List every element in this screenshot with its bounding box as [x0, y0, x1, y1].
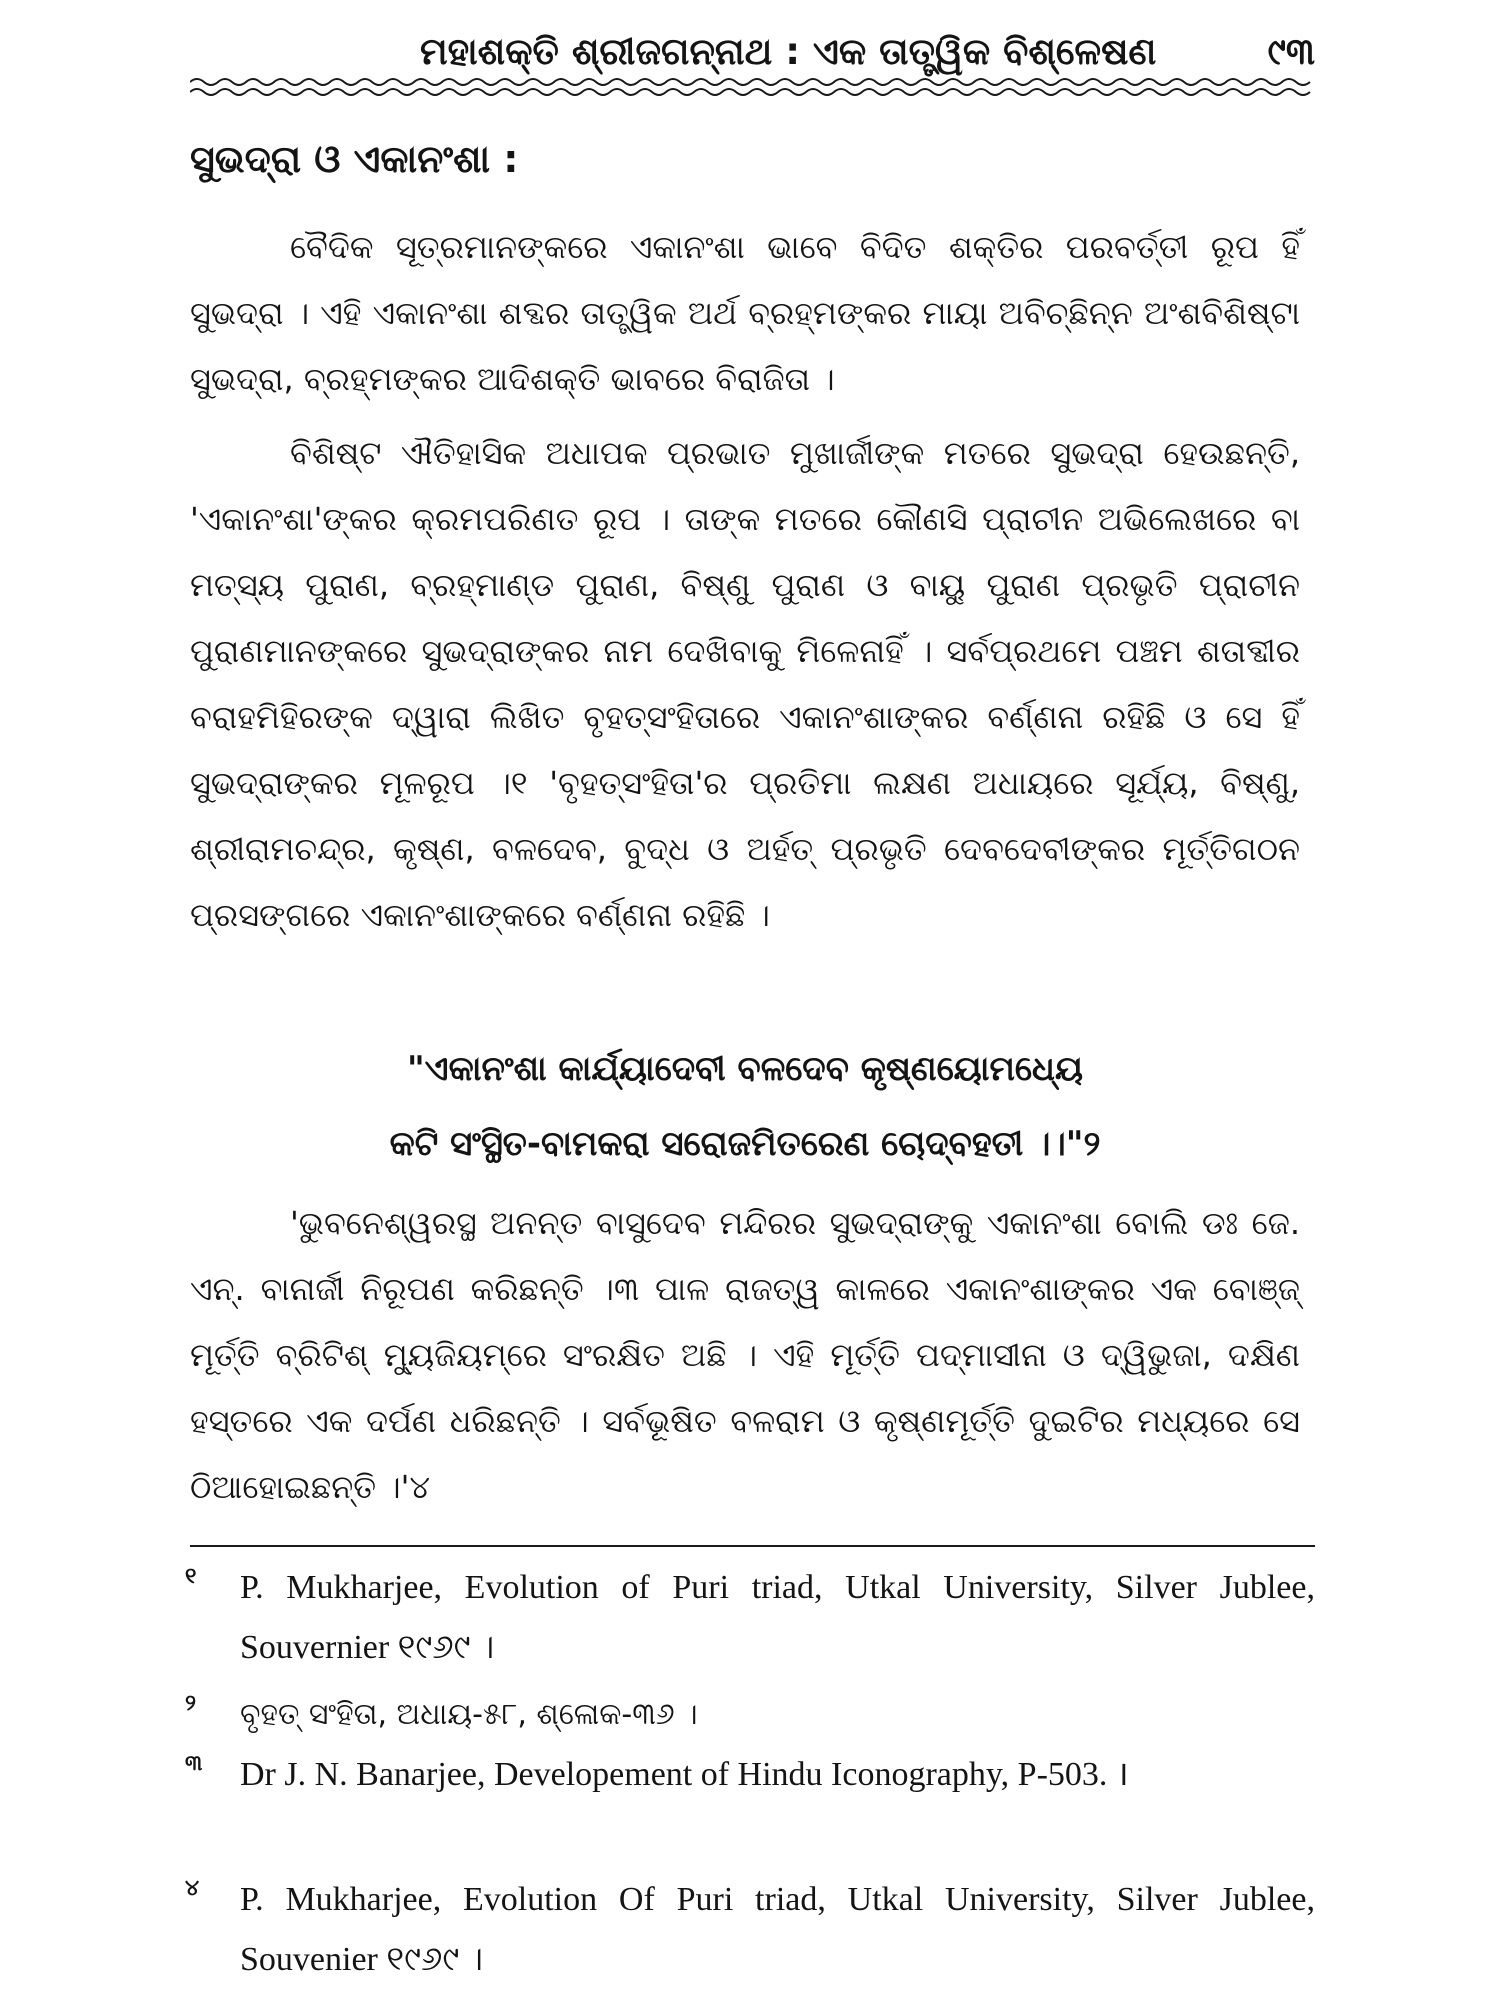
- footnote-text: P. Mukharjee, Evolution Of Puri triad, Utkal University, Silver Jublee, Souvenier ୧୯୬୯ ।: [240, 1881, 1315, 1978]
- footnote-text: Dr J. N. Banarjee, Developement of Hindu Iconography, P-503. ।: [240, 1756, 1129, 1793]
- footnote-divider: [190, 1545, 1315, 1547]
- verse-line-1: "ଏକାନଂଶା କାର୍ଯ୍ୟାଦେବୀ ବଳଦେବ କୃଷ୍ଣୟୋମଧ୍ୟେ: [406, 1049, 1084, 1089]
- footnote-marker: ୧: [185, 1564, 197, 1589]
- footnote-4: [185, 1870, 1315, 1990]
- footnote-text: ବୃହତ୍ ସଂହିତା, ଅଧାୟ-୫୮, ଶ୍ଳୋକ-୩୬ ।: [240, 1697, 698, 1732]
- running-title: ମହାଶକ୍ତି ଶ୍ରୀଜଗନ୍ନାଥ : ଏକ ତାତ୍ତ୍ୱିକ ବିଶ୍ଳେଷଣ: [420, 30, 1157, 73]
- footnote-3: [185, 1745, 1315, 1805]
- paragraph-2: [190, 420, 1300, 948]
- footnote-marker: ୩: [185, 1751, 203, 1776]
- verse-line-2: କଟି ସଂସ୍ଥିତ-ବାମକରା ସରୋଜମିତରେଣ ଚୋଦ୍‌ବହତୀ ।।"୨: [389, 1124, 1101, 1164]
- paragraph-3: [190, 1190, 1300, 1520]
- paragraph-1-text: ବୈଦିକ ସୂତ୍ରମାନଙ୍କରେ ଏକାନଂଶା ଭାବେ ବିଦିତ ଶକ୍ତିର ପରବର୍ତ୍ତୀ ରୂପ ହିଁ ସୁଭଦ୍ରା । ଏହି ଏକାନଂଶା ଶବ୍ଦର ତାତ୍ତ୍ୱିକ ଅର୍ଥ ବ୍ରହ୍ମଙ୍କର ମାୟା ଅବିଚ୍ଛିନ୍ନ ଅଂଶବିଶିଷ୍ଟା ସୁଭଦ୍ରା, ବ୍ରହ୍ମଙ୍କର ଆଦିଶକ୍ତି ଭାବରେ ବିରାଜିତା ।: [190, 228, 1300, 398]
- paragraph-1: [190, 214, 1300, 412]
- footnote-marker: ୪: [185, 1876, 200, 1901]
- footnote-1: [185, 1558, 1315, 1678]
- paragraph-2-text: ବିଶିଷ୍ଟ ଐତିହାସିକ ଅଧାପକ ପ୍ରଭାତ ମୁଖାର୍ଜୀଙ୍କ ମତରେ ସୁଭଦ୍ରା ହେଉଛନ୍ତି, 'ଏକାନଂଶା'ଙ୍କର କ୍ରମପରିଣତ ରୂପ । ତାଙ୍କ ମତରେ କୌଣସି ପ୍ରାଚୀନ ଅଭିଲେଖରେ ବା ମତ୍ସ୍ୟ ପୁରାଣ, ବ୍ରହ୍ମାଣ୍ଡ ପୁରାଣ, ବିଷ୍ଣୁ ପୁରାଣ ଓ ବାୟୁ ପୁରାଣ ପ୍ରଭୃତି ପ୍ରାଚୀନ ପୁରାଣମାନଙ୍କରେ ସୁଭଦ୍ରାଙ୍କର ନାମ ଦେଖିବାକୁ ମିଳେନାହିଁ । ସର୍ବପ୍ରଥମେ ପଞ୍ଚମ ଶତାବ୍ଦୀର ବରାହମିହିରଙ୍କ ଦ୍ୱାରା ଲିଖିତ ବୃହତ୍‌ସଂହିତାରେ ଏକାନଂଶାଙ୍କର ବର୍ଣ୍ଣନା ରହିଛି ଓ ସେ ହିଁ ସୁଭଦ୍ରାଙ୍କର ମୂଳରୂପ ।୧ 'ବୃହତ୍‌ସଂହିତା'ର ପ୍ରତିମା ଲକ୍ଷଣ ଅଧାୟରେ ସୂର୍ଯ୍ୟ, ବିଷ୍ଣୁ, ଶ୍ରୀରାମଚନ୍ଦ୍ର, କୃଷ୍ଣ, ବଳଦେବ, ବୁଦ୍ଧ ଓ ଅର୍ହତ୍ ପ୍ରଭୃତି ଦେବଦେବୀଙ୍କର ମୂର୍ତ୍ତିଗଠନ ପ୍ରସଙ୍ଗରେ ଏକାନଂଶାଙ୍କରେ ବର୍ଣ୍ଣନା ରହିଛି ।: [190, 434, 1300, 934]
- page-number: ୯୩: [1267, 30, 1315, 73]
- footnote-2: [185, 1685, 1315, 1745]
- page-header: [190, 22, 1315, 82]
- footnote-text: P. Mukharjee, Evolution of Puri triad, Utkal University, Silver Jublee, Souvernier ୧୯୬୯ ।: [240, 1569, 1315, 1666]
- section-heading: ସୁଭଦ୍ରା ଓ ଏକାନଂଶା :: [190, 137, 519, 181]
- paragraph-3-text: 'ଭୁବନେଶ୍ୱରସ୍ଥ ଅନନ୍ତ ବାସୁଦେବ ମନ୍ଦିରର ସୁଭଦ୍ରାଙ୍କୁ ଏକାନଂଶା ବୋଲି ଡଃ ଜେ. ଏନ୍. ବାନାର୍ଜୀ ନିରୂପଣ କରିଛନ୍ତି ।୩ ପାଳ ରାଜତ୍ୱ କାଳରେ ଏକାନଂଶାଙ୍କର ଏକ ବୋଞ୍ଜ୍ ମୂର୍ତ୍ତି ବ୍ରିଟିଶ୍ ମ୍ୟୁଜିୟମ୍‌ରେ ସଂରକ୍ଷିତ ଅଛି । ଏହି ମୂର୍ତ୍ତି ପଦ୍ମାସୀନା ଓ ଦ୍ୱିଭୁଜା, ଦକ୍ଷିଣ ହସ୍ତରେ ଏକ ଦର୍ପଣ ଧରିଛନ୍ତି । ସର୍ବଭୂଷିତ ବଳରାମ ଓ କୃଷ୍ଣମୂର୍ତ୍ତି ଦୁଇଟିର ମଧ୍ୟରେ ସେ ଠିଆହୋଇଛନ୍ତି ।'୪: [190, 1204, 1300, 1506]
- decorative-wavy-rule: [190, 76, 1315, 98]
- footnote-marker: ୨: [185, 1691, 196, 1716]
